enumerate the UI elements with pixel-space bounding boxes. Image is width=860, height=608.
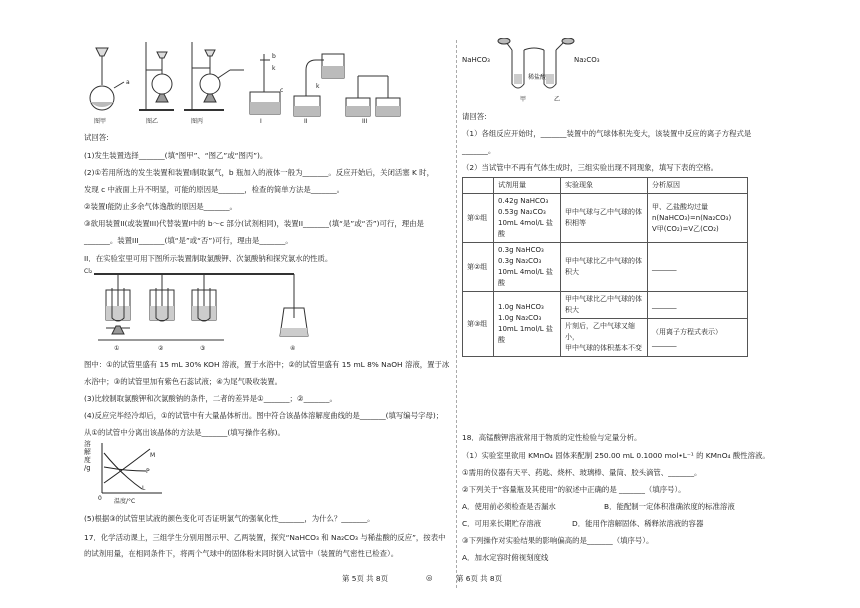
- table-row-group-1: [463, 194, 748, 243]
- q2-line-3: ②装置I能防止多余气体逸散的原因是_______。: [84, 202, 237, 211]
- group-3-reagent-3: 10mL 1mol/L 盐酸: [498, 325, 553, 344]
- footer-center-mark: ◎: [426, 573, 433, 582]
- table-header-empty: [463, 178, 494, 194]
- fig2-label-1: ①: [114, 345, 120, 352]
- fig3-acid-label: 稀盐酸: [528, 74, 547, 81]
- table-row-group-2: [463, 243, 748, 292]
- q2-line-4: ③欲用装置II(或装置III)代替装置I中的 b～c 部分(试剂相同)，装置II_______(填“是”或“否”)可行，理由是: [84, 219, 424, 228]
- q5: (5)根据③的试管里试液的颜色变化可否证明氯气的强氧化性_______，为什么？_______。: [84, 514, 375, 523]
- apparatus-figure-2: [84, 268, 344, 348]
- graph-y-char-2: 解: [84, 448, 91, 456]
- part-ii-heading: II．在实验室里可用下图所示装置制取氯酸钾、次氯酸钠和探究氯水的性质。: [84, 254, 333, 263]
- group-1-reagent-1: 0.42g NaHCO₃: [498, 197, 549, 205]
- fig2-label-3: ③: [200, 345, 206, 352]
- option-b: B．能配制一定体积准确浓度的标准溶液: [604, 502, 735, 511]
- group-3-phenomenon-b-2: 甲中气球的体积基本不变: [565, 344, 642, 352]
- group-2-reagent-2: 0.3g Na₂CO₃: [498, 257, 542, 265]
- table-header-reagents: 试剂用量: [494, 178, 561, 194]
- group-1-reason-2: n(NaHCO₃)=n(Na₂CO₃): [652, 213, 732, 222]
- q18-5: A．加水定容时俯视刻度线: [462, 553, 549, 562]
- group-1-reagent-3: 10mL 4mol/L 盐酸: [498, 219, 553, 238]
- table-header-row: [463, 178, 748, 194]
- group-3-phenomenon-b-1: 片刻后，乙中气球又缩小，: [565, 322, 635, 341]
- q18: 18．高锰酸钾溶液常用于物质的定性检验与定量分析。: [462, 433, 642, 442]
- group-1-name: 第①组: [463, 194, 494, 243]
- q3: (3)比较制取氯酸钾和次氯酸钠的条件，二者的差异是①_______；②_______。: [84, 394, 337, 403]
- solubility-graph: [96, 441, 166, 501]
- fig3-jia-label: 甲: [520, 96, 527, 103]
- group-1-phenomenon-1: 甲中气球与乙中气球的体: [565, 208, 642, 216]
- group-2-reason: _______: [648, 243, 748, 292]
- results-table: [462, 177, 748, 357]
- curve-label-p: P: [146, 468, 150, 475]
- balloon-apparatus-figure: [492, 38, 622, 98]
- group-1-reason-1: 甲、乙盐酸均过量: [652, 202, 708, 211]
- group-2-reagent-3: 10mL 4mol/L 盐酸: [498, 268, 553, 287]
- option-c: C．可用来长期贮存溶液: [462, 519, 542, 528]
- column-divider: [456, 40, 457, 588]
- group-2-reagents: [494, 243, 561, 292]
- group-3-phenomenon-b: [561, 319, 648, 357]
- group-1-reason-3: V甲(CO₂)=V乙(CO₂): [652, 224, 719, 233]
- apparatus-figure-1: [84, 40, 404, 125]
- para-2: 水浴中；③的试管里加有紫色石蕊试液；④为尾气吸收装置。: [84, 377, 283, 386]
- fig-letter-a: a: [126, 79, 130, 86]
- fig2-label-4: ④: [290, 345, 296, 352]
- fig-letter-k1: k: [272, 65, 276, 72]
- curve-label-l: L: [142, 485, 146, 492]
- group-2-phenomenon: [561, 243, 648, 292]
- group-1-phenomenon-2: 积相等: [565, 219, 586, 227]
- group-3-reason-b-2: _______: [652, 338, 677, 347]
- group-3-reagent-1: 1.0g NaHCO₃: [498, 303, 544, 311]
- para-1: 图中：①的试管里盛有 15 mL 30% KOH 溶液，置于水浴中；②的试管里盛有 15 mL 8% NaOH 溶液，置于冰: [84, 360, 450, 369]
- graph-x-label: 温度/°C: [114, 498, 136, 505]
- graph-origin: 0: [98, 495, 102, 502]
- q18-4: ③下列操作对实验结果的影响偏高的是_______（填序号）。: [462, 536, 654, 545]
- group-3-reason-a: _______: [648, 292, 748, 319]
- q18-1: （1）实验室里欲用 KMnO₄ 固体来配制 250.00 mL 0.1000 mol•L⁻¹ 的 KMnO₄ 酸性溶液。: [462, 451, 770, 460]
- fig-letter-b: b: [272, 53, 276, 60]
- q-intro: 试回答:: [84, 133, 109, 142]
- fig2-cl2-label: Cl₂: [84, 268, 93, 275]
- group-2-phenomenon-2: 积大: [565, 268, 579, 276]
- group-2-phenomenon-1: 甲中气球比乙中气球的体: [565, 257, 642, 265]
- fig3-na2co3-label: Na₂CO₃: [574, 56, 600, 64]
- group-1-phenomenon: [561, 194, 648, 243]
- fig2-label-2: ②: [158, 345, 164, 352]
- table-header-phenomenon: 实验现象: [561, 178, 648, 194]
- q2-line-2: 发现 c 中液面上升不明显，可能的原因是_______，检查的简单方法是_______。: [84, 185, 345, 194]
- fig-label-i: I: [260, 118, 262, 125]
- r1-line-1: （1）各组反应开始时，_______装置中的气球体积先变大，该装置中反应的离子方程式是: [462, 129, 752, 138]
- group-3-reagents: [494, 292, 561, 357]
- option-d: D．能用作溶解固体、稀释浓溶液的容器: [572, 519, 704, 528]
- fig3-yi-label: 乙: [554, 96, 561, 103]
- group-2-reagent-1: 0.3g NaHCO₃: [498, 246, 544, 254]
- group-3-phenomenon-a-2: 积大: [565, 306, 579, 314]
- fig-letter-c: c: [280, 87, 284, 94]
- fig3-nahco3-label: NaHCO₃: [462, 56, 490, 64]
- group-2-name: 第②组: [463, 243, 494, 292]
- graph-y-char-4: /g: [84, 464, 91, 472]
- group-1-reagent-2: 0.53g Na₂CO₃: [498, 208, 546, 216]
- r1-line-2: _______。: [462, 146, 496, 155]
- graph-y-label: [84, 440, 91, 472]
- group-1-reason: [648, 194, 748, 243]
- option-a: A．使用前必须检查是否漏水: [462, 502, 556, 511]
- q4-line-1: (4)反应完毕经冷却后，①的试管中有大量晶体析出。图中符合该晶体溶解度曲线的是_______(填写编号字母)；: [84, 411, 444, 420]
- footer-left-page: 第 5页 共 8页: [342, 574, 389, 583]
- q17-line-1: 17．化学活动课上，三组学生分别用图示甲、乙两装置，探究“NaHCO₃ 和 Na₂CO₃ 与稀盐酸的反应”，按表中: [84, 533, 446, 542]
- q2-line-1: (2)①若用所选的发生装置和装置I制取氯气，b 瓶加入的液体一般为_______。反应开始后，关闭活塞 K 时，: [84, 168, 434, 177]
- fig-label-yi: 图乙: [146, 118, 159, 125]
- curve-m: [104, 449, 150, 483]
- group-3-phenomenon-a-1: 甲中气球比乙中气球的体: [565, 295, 642, 303]
- curve-label-m: M: [150, 452, 156, 459]
- group-1-reagents: [494, 194, 561, 243]
- ask-label: 请回答:: [462, 112, 487, 121]
- q1: (1)发生装置选择_______(填“图甲”、“图乙”或“图丙”)。: [84, 151, 268, 160]
- group-3-reason-b: [648, 319, 748, 357]
- fig-letter-k2: k: [316, 83, 320, 90]
- q17-line-2: 的试剂用量，在相同条件下，将两个气球中的固体粉末同时倒入试管中（装置的气密性已检查）。: [84, 549, 399, 558]
- fig-label-bing: 图丙: [191, 118, 204, 125]
- group-3-reason-b-1: （用离子方程式表示）: [652, 327, 722, 336]
- table-row-group-3a: [463, 292, 748, 319]
- group-3-phenomenon-a: [561, 292, 648, 319]
- q18-3: ②下列关于“容量瓶及其使用”的叙述中正确的是 _______（填序号）。: [462, 485, 686, 494]
- group-3-name: 第③组: [463, 292, 494, 357]
- table-header-reason: 分析原因: [648, 178, 748, 194]
- r2: （2）当试管中不再有气体生成时，三组实验出现不同现象，填写下表的空格。: [462, 163, 718, 172]
- fig-label-iii: III: [362, 118, 368, 125]
- footer-right-page: 第 6页 共 8页: [456, 574, 503, 583]
- fig-label-jia: 图甲: [94, 118, 107, 125]
- group-3-reagent-2: 1.0g Na₂CO₃: [498, 314, 542, 322]
- q2-line-5: _______。装置III_______(填“是”或“否”)可行，理由是_______。: [84, 236, 293, 245]
- q18-2: ①需用的仪器有天平、药匙、烧杯、玻璃棒、量筒、胶头滴管、_______。: [462, 468, 702, 477]
- graph-y-char-1: 溶: [84, 440, 91, 448]
- graph-y-char-3: 度: [84, 456, 91, 464]
- fig-label-ii: II: [304, 118, 308, 125]
- q4-line-2: 从①的试管中分离出该晶体的方法是_______(填写操作名称)。: [84, 428, 285, 437]
